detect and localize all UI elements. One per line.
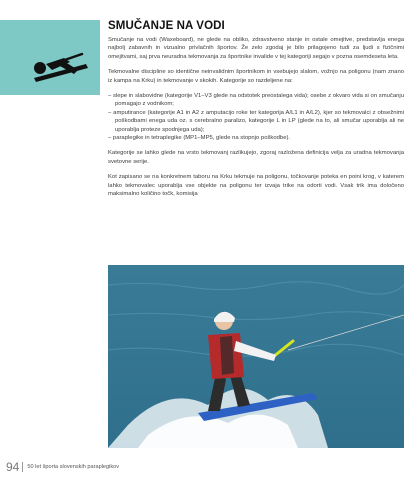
sport-pictogram-box	[0, 20, 100, 95]
article-text	[108, 20, 404, 206]
category-item: – amputirance (kategorije A1 in A2 z amputacijo roke ter kategorija A/L1 in A/L2), kjer so tekmovalci z obsežnimi poškodbami enega uda oz. s cerebralno paralizo, kategorije L in LP (glede na to, ali smučar uporablja ali ne uporablja proteze spodnjega uda);	[108, 109, 404, 133]
paragraph-competition: Kot zapisano se na konkretnem taboru na Krku tekmuje na poligonu, točkovanje poteka en poini krog, v katerem lahko tekmovalec uporablja vse objekte na poligonu ter izvaja trike na odorti vodi. Vsak trik ima določeno maksimalno količino točk, komisija	[108, 174, 404, 198]
wakeboard-rider-photo	[108, 265, 404, 448]
footer-divider	[22, 462, 23, 472]
paragraph-categories-note: Kategorije se lahko glede na vrsto tekmovanj razlikujejo, zgoraj razložena definicija velja za uradna tekmovanja svetovne serije.	[108, 150, 404, 165]
paragraph-disciplines: Tekmovalne discipline so identične neinvalidnim športnikom in vsebujejo slalom, vožnjo na poligonu (nam znano iz kampa na Krku) in tekmovanje v skokih. Kategorije so razdeljene na:	[108, 69, 404, 84]
page-footer	[6, 460, 119, 474]
section-title: SMUČANJE NA VODI	[108, 20, 225, 32]
category-item: – slepe in slabovidne (kategorije V1–V3 glede na odstotek preostalega vida); osebe z okvaro vida si on smučanju pomagajo z vodnikom;	[108, 93, 404, 108]
waterski-pictogram-icon	[0, 20, 100, 95]
category-list	[108, 92, 404, 142]
photo-illustration	[108, 265, 404, 448]
page-number: 94	[6, 460, 20, 474]
paragraph-intro: Smučanje na vodi (Waxeboard), ne glede na obliko, zdravstveno stanje in ostale omejitve, predstavlja enega najbolj zabavnih in vizualno privlačnih športov. Že zelo zgodaj je bilo prilagojeno tudi za ljudi s fizičnimi omejitvami, saj prva neuradna tekmovanja za športnike invalide v tej kategoriji segajo v pozna osemdeseta leta.	[108, 37, 404, 60]
category-item: – paraplegike in tetraplegike (MP1–MP5, glede na stopnjo poškodbe).	[108, 135, 291, 142]
book-title: 50 let športa slovenskih paraplegikov	[27, 464, 120, 470]
